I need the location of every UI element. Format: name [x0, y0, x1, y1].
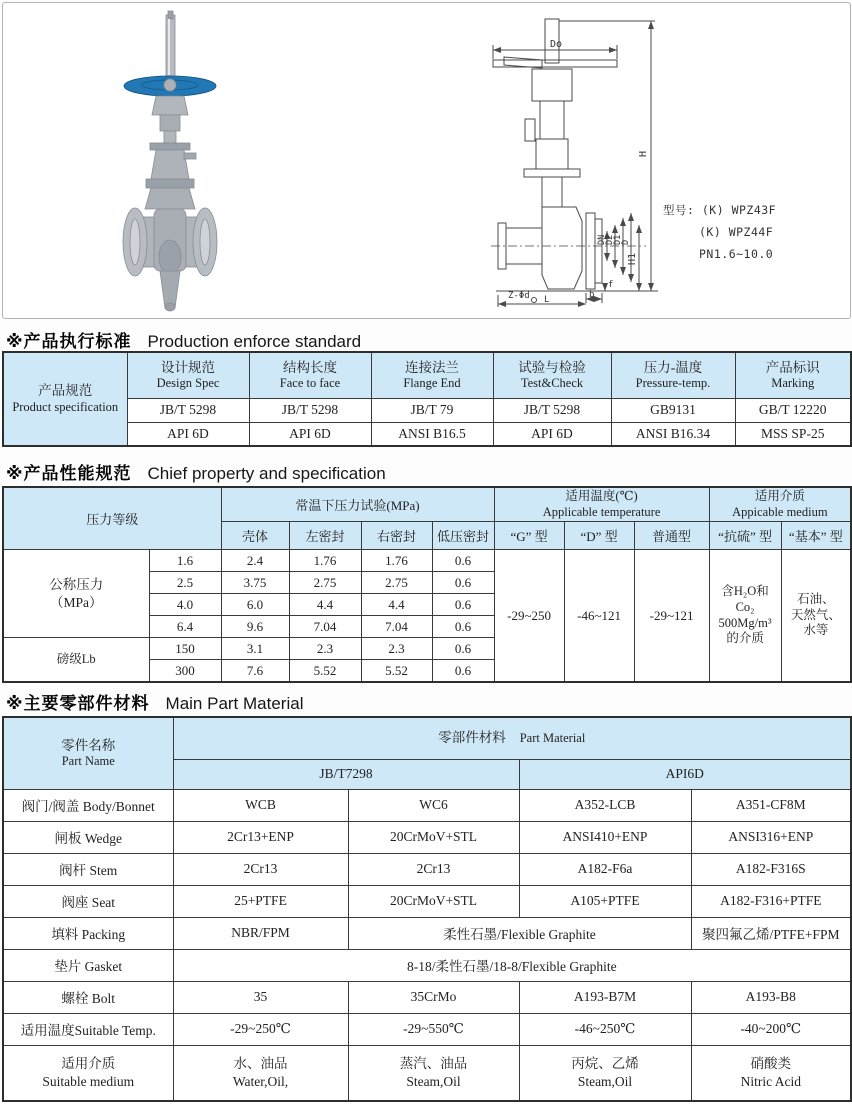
- table-row-gasket: [3, 949, 851, 981]
- dim-label-l: L: [544, 295, 550, 305]
- column-header-test-check: 试验与检验 Test&Check: [493, 352, 611, 398]
- section-title-en: Production enforce standard: [147, 332, 362, 351]
- cell: JB/T 5298: [493, 398, 611, 422]
- row-group-nominal-pressure: 公称压力 （MPa）: [3, 550, 149, 638]
- cell: 7.04: [289, 616, 361, 638]
- part-name: 阀门/阀盖 Body/Bonnet: [3, 789, 173, 821]
- header-applicable-temperature: 适用温度(℃) Applicable temperature: [494, 487, 709, 522]
- dim-label-zd: Z-Φd: [508, 291, 530, 301]
- cell: ANSI316+ENP: [691, 821, 851, 853]
- cell: JB/T 5298: [249, 398, 371, 422]
- header-pressure-class: 压力等级: [3, 487, 221, 550]
- header-normal-type: 普通型: [634, 522, 709, 550]
- cell: API 6D: [249, 422, 371, 446]
- product-image-panel: [2, 2, 851, 319]
- valve-drawing: [446, 7, 711, 315]
- yoke-flange: [150, 143, 190, 150]
- cell: 2Cr13: [348, 853, 519, 885]
- cell: -29~250℃: [173, 1013, 348, 1045]
- body-tail: [160, 271, 180, 308]
- section-heading-material: [6, 689, 303, 714]
- cell: 硝酸类 Nitric Acid: [691, 1045, 851, 1101]
- cell: 2.3: [289, 638, 361, 660]
- cell: 20CrMoV+STL: [348, 821, 519, 853]
- cell: 3.75: [221, 572, 289, 594]
- cell: 7.6: [221, 660, 289, 682]
- cell-temp-normal: -29~121: [634, 550, 709, 682]
- cell: A193-B8: [691, 981, 851, 1013]
- dim-label-d: D: [621, 239, 631, 245]
- table-row-wedge: [3, 821, 851, 853]
- table-row-suitable-temp: [3, 1013, 851, 1045]
- section-title-zh: ※产品性能规范: [6, 464, 132, 483]
- cell-medium-anti-sulfur: 含H₂O和 Co₂ 500Mg/m³ 的介质: [709, 550, 781, 682]
- cell: 25+PTFE: [173, 885, 348, 917]
- dim-label-d1: D1: [613, 234, 623, 245]
- cell: 150: [149, 638, 221, 660]
- cell: -46~250℃: [519, 1013, 691, 1045]
- cell: 2Cr13+ENP: [173, 821, 348, 853]
- cell: 0.6: [432, 550, 494, 572]
- section-heading-production-standard: [6, 327, 361, 352]
- cell: 0.6: [432, 638, 494, 660]
- header-test-group: 常温下压力试验(MPa): [221, 487, 494, 522]
- column-header-marking: 产品标识 Marking: [735, 352, 851, 398]
- cell: 1.6: [149, 550, 221, 572]
- part-name: 闸板 Wedge: [3, 821, 173, 853]
- cell: 2.75: [361, 572, 432, 594]
- cell: 2Cr13: [173, 853, 348, 885]
- production-standard-table: [2, 351, 852, 447]
- body-flange-top: [146, 179, 194, 188]
- header-part-material: 零部件材料 Part Material: [173, 717, 851, 759]
- header-anti-sulfur-type: “抗硫” 型: [709, 522, 781, 550]
- cell: 0.6: [432, 616, 494, 638]
- section-title-zh: ※主要零部件材料: [6, 694, 150, 713]
- cell: 2.3: [361, 638, 432, 660]
- cell: A352-LCB: [519, 789, 691, 821]
- cell: A193-B7M: [519, 981, 691, 1013]
- column-header-design-spec: 设计规范 Design Spec: [127, 352, 249, 398]
- model-label: 型号:: [663, 203, 695, 217]
- dim-label-dn: DN: [597, 234, 607, 245]
- cell: 0.6: [432, 594, 494, 616]
- model-line: 型号: (K) WPZ43F: [663, 203, 777, 217]
- model-info: [663, 199, 776, 265]
- cell: 9.6: [221, 616, 289, 638]
- header-applicable-medium: 适用介质 Appicable medium: [709, 487, 851, 522]
- cell: A182-F316+PTFE: [691, 885, 851, 917]
- header-right-seal: 右密封: [361, 522, 432, 550]
- row-header-product-spec: 产品规范 Product specification: [3, 352, 127, 446]
- cell: ANSI410+ENP: [519, 821, 691, 853]
- gland-cone: [152, 96, 188, 115]
- cell: 6.0: [221, 594, 289, 616]
- cell: 0.6: [432, 572, 494, 594]
- header-left-seal: 左密封: [289, 522, 361, 550]
- cell-medium-basic: 石油、 天然气、 水等: [781, 550, 851, 682]
- column-header-pressure-temp: 压力-温度 Pressure-temp.: [611, 352, 735, 398]
- cell: 水、油品 Water,Oil,: [173, 1045, 348, 1101]
- cell: 4.0: [149, 594, 221, 616]
- row-group-pound-class: 磅级Lb: [3, 638, 149, 682]
- cell: -40~200℃: [691, 1013, 851, 1045]
- cell: JB/T 79: [371, 398, 493, 422]
- model-line: (K) WPZ44F: [699, 225, 774, 239]
- table-row-suitable-medium: [3, 1045, 851, 1101]
- cell: 蒸汽、油品 Steam,Oil: [348, 1045, 519, 1101]
- header-standard-jbt7298: JB/T7298: [173, 759, 519, 789]
- part-name: 阀座 Seat: [3, 885, 173, 917]
- section-title-en: Main Part Material: [165, 694, 304, 713]
- table-header-row: [3, 487, 851, 522]
- cell: 丙烷、乙烯 Steam,Oil: [519, 1045, 691, 1101]
- cell: GB/T 12220: [735, 398, 851, 422]
- table-header-row: [3, 717, 851, 759]
- cell: JB/T 5298: [127, 398, 249, 422]
- property-table: [2, 486, 852, 683]
- table-row-stem: [3, 853, 851, 885]
- stem-rod: [166, 15, 175, 77]
- cell: ANSI B16.34: [611, 422, 735, 446]
- header-shell: 壳体: [221, 522, 289, 550]
- cell: 聚四氟乙烯/PTFE+FPM: [691, 917, 851, 949]
- cell: A105+PTFE: [519, 885, 691, 917]
- material-table: [2, 716, 852, 1102]
- section-heading-property: [6, 459, 386, 484]
- bonnet: [151, 150, 189, 179]
- cell: A182-F6a: [519, 853, 691, 885]
- cell: NBR/FPM: [173, 917, 348, 949]
- table-header-row: [3, 352, 851, 398]
- section-title-zh: ※产品执行标准: [6, 332, 132, 351]
- column-header-flange-end: 连接法兰 Flange End: [371, 352, 493, 398]
- table-row: [3, 550, 851, 572]
- cell: 35: [173, 981, 348, 1013]
- cell: API 6D: [127, 422, 249, 446]
- model-line: PN1.6~10.0: [699, 247, 774, 261]
- table-row-bolt: [3, 981, 851, 1013]
- dim-label-f: f: [608, 280, 614, 290]
- cell: 5.52: [361, 660, 432, 682]
- part-name: 适用介质 Suitable medium: [3, 1045, 173, 1101]
- cell: 1.76: [289, 550, 361, 572]
- cell: A182-F316S: [691, 853, 851, 885]
- cell: 3.1: [221, 638, 289, 660]
- header-d-type: “D” 型: [564, 522, 634, 550]
- cell-temp-g: -29~250: [494, 550, 564, 682]
- table-row-body-bonnet: [3, 789, 851, 821]
- cell: 8-18/柔性石墨/18-8/Flexible Graphite: [173, 949, 851, 981]
- cell-temp-d: -46~121: [564, 550, 634, 682]
- header-low-pressure-seal: 低压密封: [432, 522, 494, 550]
- part-name: 螺栓 Bolt: [3, 981, 173, 1013]
- table-row-seat: [3, 885, 851, 917]
- part-name: 阀杆 Stem: [3, 853, 173, 885]
- dim-label-h: H: [638, 150, 649, 157]
- dim-label-d2: D2: [605, 234, 615, 245]
- cell: WC6: [348, 789, 519, 821]
- table-row: [3, 422, 851, 446]
- dim-label-b: b: [589, 290, 595, 300]
- part-name: 垫片 Gasket: [3, 949, 173, 981]
- cell: API 6D: [493, 422, 611, 446]
- cell: 300: [149, 660, 221, 682]
- cell: 7.04: [361, 616, 432, 638]
- cell: A351-CF8M: [691, 789, 851, 821]
- cell: -29~550℃: [348, 1013, 519, 1045]
- cell: 2.75: [289, 572, 361, 594]
- dim-label-do: Do: [550, 39, 563, 50]
- cell: 柔性石墨/Flexible Graphite: [348, 917, 691, 949]
- part-name: 填料 Packing: [3, 917, 173, 949]
- valve-photo: [88, 9, 268, 314]
- cell: ANSI B16.5: [371, 422, 493, 446]
- cell: 35CrMo: [348, 981, 519, 1013]
- dim-label-h1: H1: [627, 252, 638, 265]
- header-g-type: “G” 型: [494, 522, 564, 550]
- cell: 4.4: [361, 594, 432, 616]
- cell: 1.76: [361, 550, 432, 572]
- table-row-packing: [3, 917, 851, 949]
- drawing-flange-section: [586, 213, 595, 289]
- header-standard-api6d: API6D: [519, 759, 851, 789]
- cell: 6.4: [149, 616, 221, 638]
- cell: 2.4: [221, 550, 289, 572]
- cell: 20CrMoV+STL: [348, 885, 519, 917]
- cell: WCB: [173, 789, 348, 821]
- cell: MSS SP-25: [735, 422, 851, 446]
- part-name: 适用温度Suitable Temp.: [3, 1013, 173, 1045]
- column-header-face-to-face: 结构长度 Face to face: [249, 352, 371, 398]
- header-part-name: 零件名称 Part Name: [3, 717, 173, 789]
- cell: 4.4: [289, 594, 361, 616]
- table-row: [3, 398, 851, 422]
- cell: 0.6: [432, 660, 494, 682]
- cell: 2.5: [149, 572, 221, 594]
- cell: 5.52: [289, 660, 361, 682]
- section-title-en: Chief property and specification: [147, 464, 386, 483]
- cell: GB9131: [611, 398, 735, 422]
- header-basic-type: “基本” 型: [781, 522, 851, 550]
